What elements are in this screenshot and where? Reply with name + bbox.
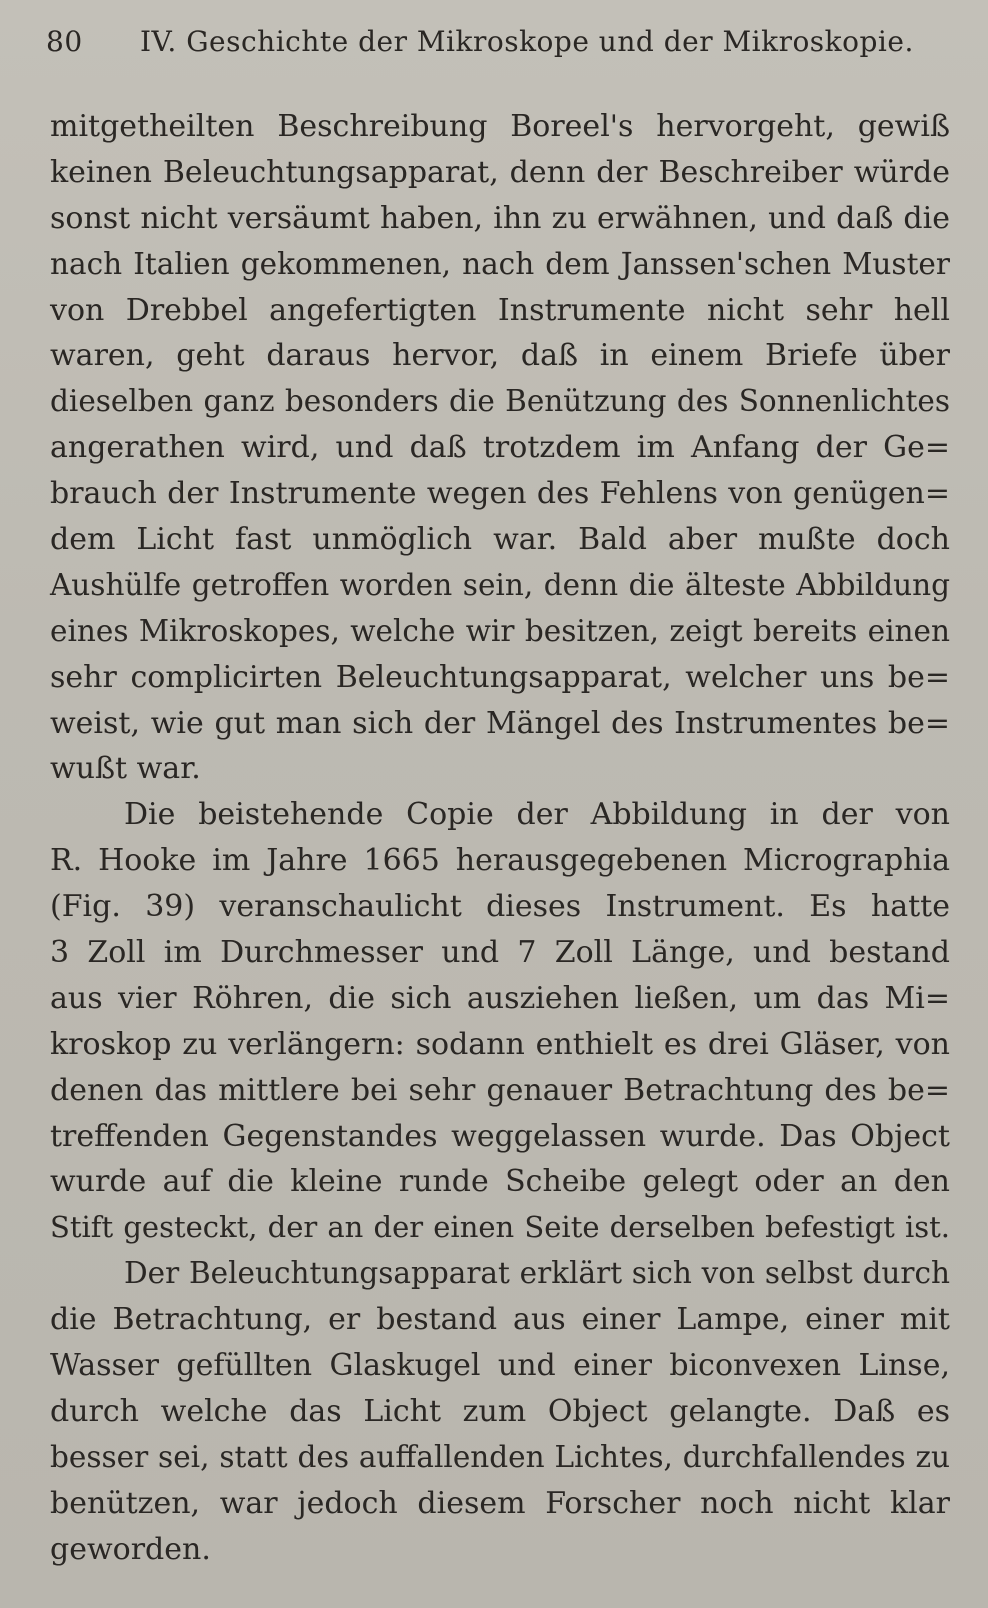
paragraph-start-line: Die beistehende Copie der Abbildung in der von <box>124 797 950 833</box>
text-line: angerathen wird, und daß trotzdem im Anfang der Ge= <box>50 430 950 466</box>
text-line: mitgetheilten Beschreibung Boreel's hervorgeht, gewiß <box>50 109 950 144</box>
text-line: wußt war. <box>50 751 201 787</box>
text-line: (Fig. 39) veranschaulicht dieses Instrument. Es hatte <box>50 889 950 925</box>
text-line: sehr complicirten Beleuchtungsapparat, welcher uns be= <box>50 659 950 695</box>
text-line: nach Italien gekommenen, nach dem Janssen'schen Muster <box>50 246 950 281</box>
text-line: eines Mikroskopes, welche wir besitzen, zeigt bereits einen <box>50 613 950 648</box>
text-line: weist, wie gut man sich der Mängel des Instrumentes be= <box>50 705 950 741</box>
text-line: dem Licht fast unmöglich war. Bald aber mußte doch <box>50 522 950 558</box>
text-line: Aushülfe getroffen worden sein, denn die älteste Abbildung <box>50 567 950 602</box>
text-line: die Betrachtung, er bestand aus einer Lampe, einer mit <box>50 1302 950 1338</box>
text-line: von Drebbel angefertigten Instrumente nicht sehr hell <box>50 292 950 328</box>
text-line: kroskop zu verlängern: sodann enthielt es drei Gläser, von <box>50 1026 950 1062</box>
body-text <box>50 104 950 1573</box>
text-line: denen das mittlere bei sehr genauer Betrachtung des be= <box>50 1072 950 1108</box>
paragraph-start-line: Der Beleuchtungsapparat erklärt sich von selbst durch <box>124 1256 950 1291</box>
text-line: wurde auf die kleine runde Scheibe gelegt oder an den <box>50 1164 950 1200</box>
text-line: benützen, war jedoch diesem Forscher noch nicht klar <box>50 1485 950 1521</box>
text-line: besser sei, statt des auffallenden Lichtes, durchfallendes zu <box>50 1439 950 1474</box>
running-title: IV. Geschichte der Mikroskope und der Mikroskopie. <box>140 25 914 58</box>
text-line: 3 Zoll im Durchmesser und 7 Zoll Länge, und bestand <box>50 935 950 971</box>
text-line: waren, geht daraus hervor, daß in einem Briefe über <box>50 338 950 374</box>
text-line: R. Hooke im Jahre 1665 herausgegebenen Micrographia <box>50 843 950 879</box>
text-line: brauch der Instrumente wegen des Fehlens von genügen= <box>50 476 950 512</box>
text-line: geworden. <box>50 1531 211 1567</box>
text-line: treffenden Gegenstandes weggelassen wurde. Das Object <box>50 1118 950 1154</box>
text-line: Wasser gefüllten Glaskugel und einer biconvexen Linse, <box>50 1348 950 1384</box>
text-line: dieselben ganz besonders die Benützung des Sonnenlichtes <box>50 384 950 419</box>
text-line: keinen Beleuchtungsapparat, denn der Beschreiber würde <box>50 154 950 190</box>
running-header <box>46 22 926 62</box>
page-number: 80 <box>46 25 83 58</box>
text-line: durch welche das Licht zum Object gelangte. Daß es <box>50 1393 950 1429</box>
text-line: sonst nicht versäumt haben, ihn zu erwähnen, und daß die <box>50 200 950 236</box>
text-line: aus vier Röhren, die sich ausziehen ließen, um das Mi= <box>50 980 950 1016</box>
text-line: Stift gesteckt, der an der einen Seite derselben befestigt ist. <box>50 1210 950 1245</box>
